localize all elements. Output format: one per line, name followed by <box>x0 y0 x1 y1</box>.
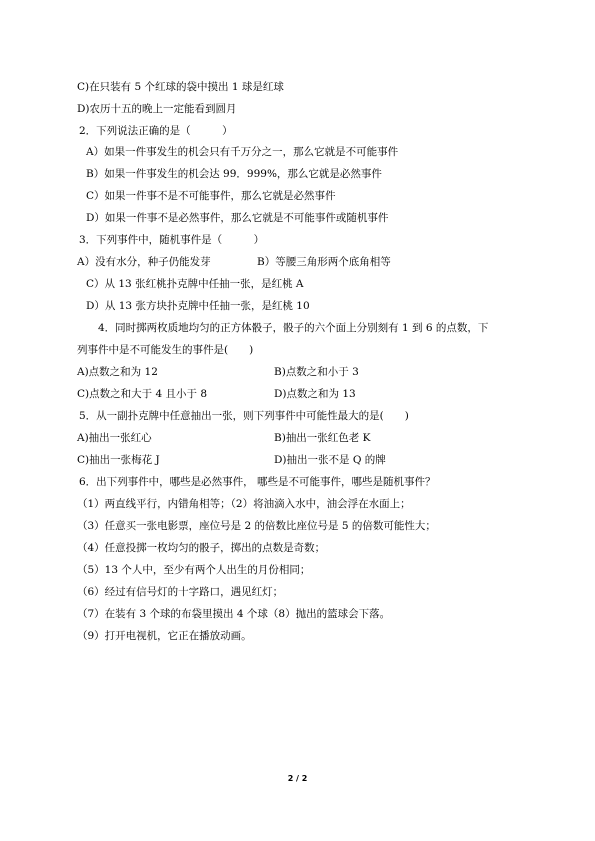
q3-option-d: D）从 13 张方块扑克牌中任抽一张，是红桃 10 <box>86 300 310 312</box>
q5-option-c: C)抽出一张梅花 J <box>77 454 160 466</box>
q1-option-d: D)农历十五的晚上一定能看到圆月 <box>77 103 237 115</box>
q5-option-d: D)抽出一张不是 Q 的牌 <box>274 454 386 466</box>
q2-option-a: A）如果一件事发生的机会只有千万分之一，那么它就是不可能事件 <box>86 146 399 158</box>
q2-stem: 2．下列说法正确的是（ ） <box>79 125 233 137</box>
q3-option-a: A）没有水分，种子仍能发芽 <box>77 256 211 268</box>
q5-stem: 5．从一副扑克牌中任意抽出一张，则下列事件中可能性最大的是( ) <box>79 410 409 422</box>
q4-stem-line1: 4．同时掷两枚质地均匀的正方体骰子，骰子的六个面上分别刻有 1 到 6 的点数，下 <box>98 322 489 334</box>
q6-item: （4）任意投掷一枚均匀的骰子，掷出的点数是奇数； <box>77 542 326 554</box>
q4-option-a: A)点数之和为 12 <box>77 366 158 378</box>
q3-option-c: C）从 13 张红桃扑克牌中任抽一张，是红桃 A <box>86 278 304 290</box>
q6-stem: 6．出下列事件中，哪些是必然事件， 哪些是不可能事件，哪些是随机事件？ <box>79 476 436 488</box>
q4-option-c: C)点数之和大于 4 且小于 8 <box>77 388 208 400</box>
q6-item: （7）在装有 3 个球的布袋里摸出 4 个球（8）抛出的篮球会下落。 <box>77 608 391 620</box>
q3-stem: 3．下列事件中，随机事件是（ ） <box>79 234 265 246</box>
q4-option-b: B)点数之和小于 3 <box>274 366 359 378</box>
q6-item: （1）两直线平行，内错角相等；（2）将油滴入水中，油会浮在水面上； <box>77 498 411 510</box>
q1-option-c: C)在只装有 5 个红球的袋中摸出 1 球是红球 <box>77 81 284 93</box>
q5-option-a: A)抽出一张红心 <box>77 432 152 444</box>
q6-item: （5）13 个人中，至少有两个人出生的月份相同； <box>77 564 311 576</box>
q5-option-b: B)抽出一张红色老 K <box>274 432 371 444</box>
q3-option-b: B）等腰三角形两个底角相等 <box>257 256 391 268</box>
q6-item: （3）任意买一张电影票，座位号是 2 的倍数比座位号是 5 的倍数可能性大； <box>77 520 436 532</box>
page-number: 2 / 2 <box>287 774 308 783</box>
q4-option-d: D)点数之和为 13 <box>274 388 356 400</box>
q6-item: （6）经过有信号灯的十字路口，遇见红灯； <box>77 586 284 598</box>
q6-item: （9）打开电视机，它正在播放动画。 <box>77 630 252 642</box>
q2-option-d: D）如果一件事不是必然事件，那么它就是不可能事件或随机事件 <box>86 212 389 224</box>
q4-stem-line2: 列事件中是不可能发生的事件是( ) <box>77 344 254 356</box>
q2-option-b: B）如果一件事发生的机会达 99．999%，那么它就是必然事件 <box>86 168 382 180</box>
q2-option-c: C）如果一件事不是不可能事件，那么它就是必然事件 <box>86 190 336 202</box>
